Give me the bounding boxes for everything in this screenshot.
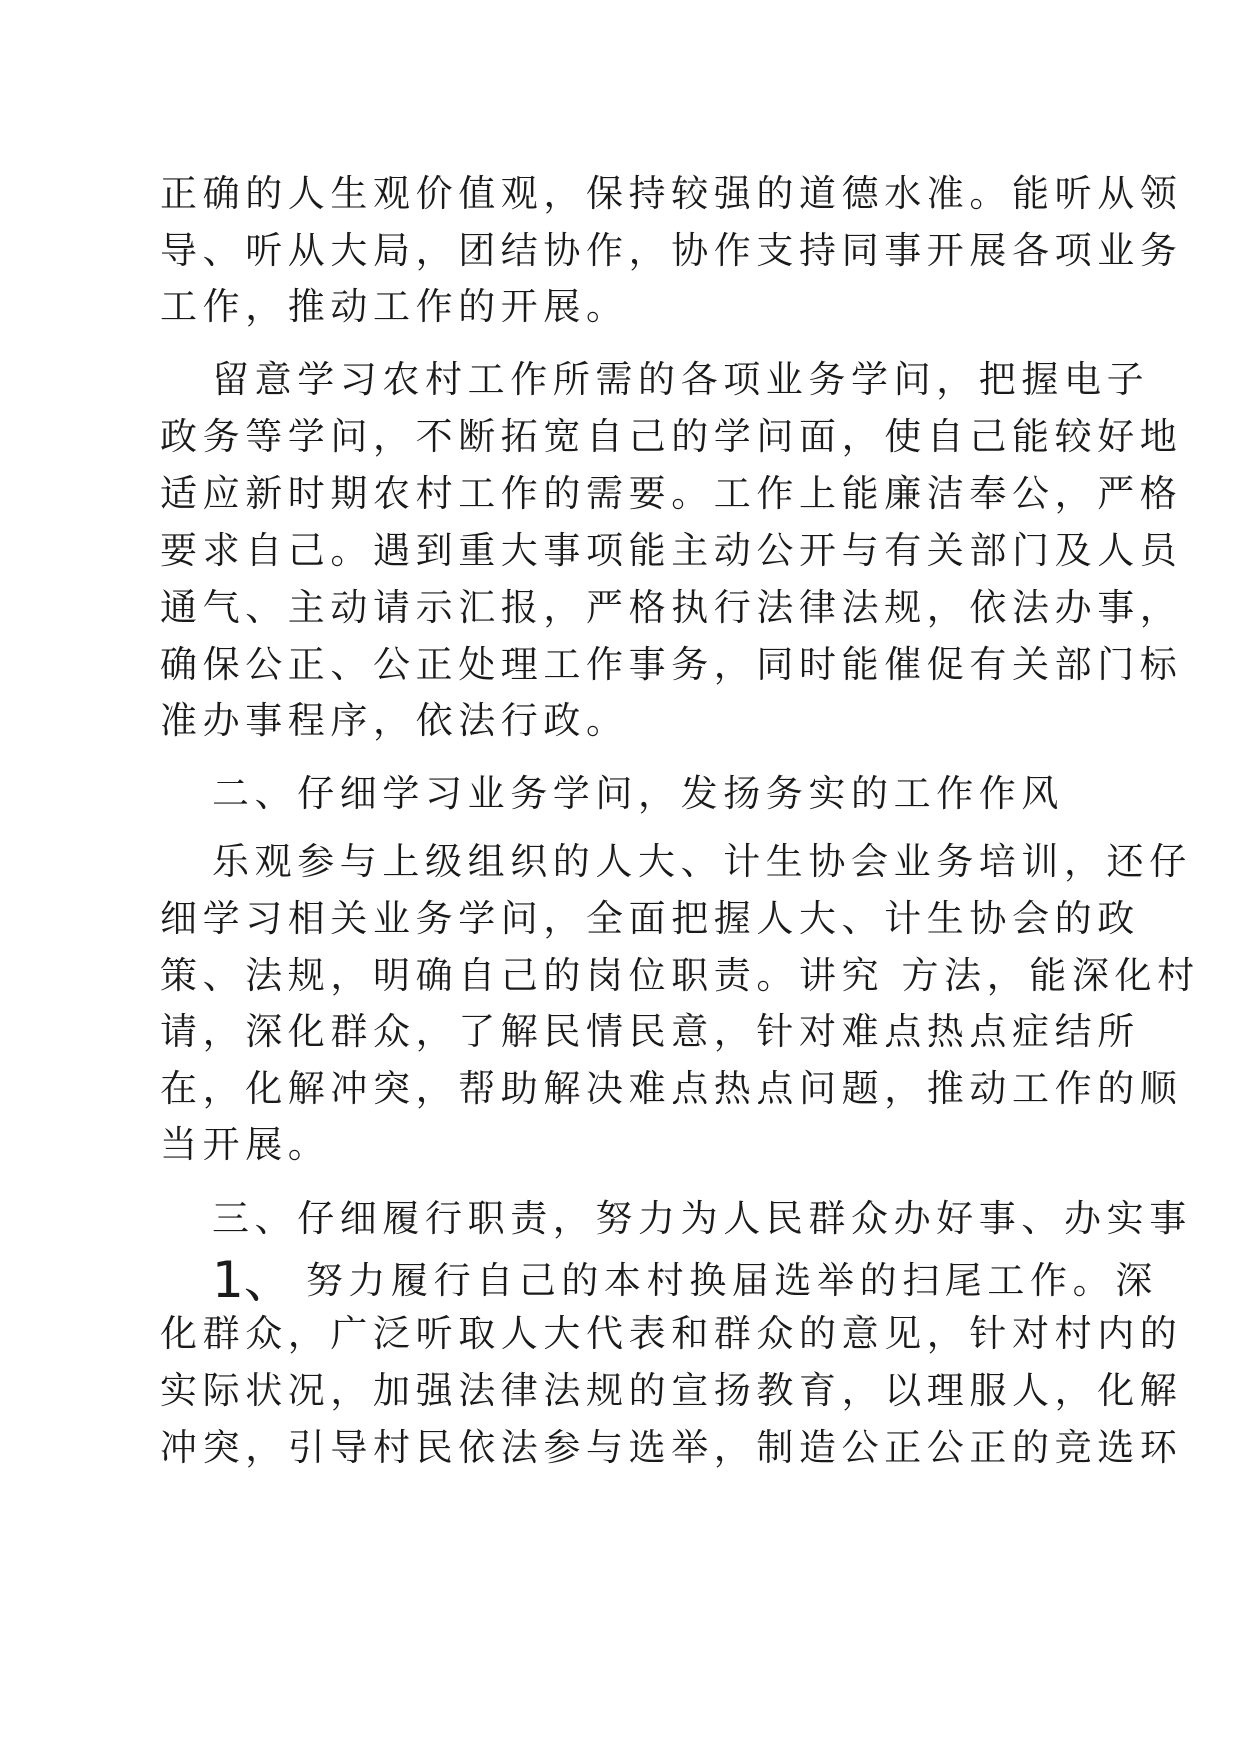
section-heading: 二、仔细学习业务学问，发扬务实的工作作风 bbox=[212, 772, 1064, 815]
text-line: 确保公正、公正处理工作事务，同时能催促有关部门标 bbox=[160, 643, 1183, 686]
text-line: 化群众，广泛听取人大代表和群众的意见，针对村内的 bbox=[160, 1312, 1183, 1355]
text-line: 正确的人生观价值观，保持较强的道德水准。能听从领 bbox=[160, 172, 1183, 215]
text-line: 当开展。 bbox=[160, 1123, 331, 1166]
text-line: 留意学习农村工作所需的各项业务学问，把握电子 bbox=[212, 358, 1150, 401]
text-line: 细学习相关业务学问，全面把握人大、计生协会的政 bbox=[160, 897, 1140, 940]
text-line: 准办事程序，依法行政。 bbox=[160, 699, 629, 742]
text-line: 导、听从大局，团结协作，协作支持同事开展各项业务 bbox=[160, 229, 1183, 272]
section-heading: 三、仔细履行职责，努力为人民群众办好事、办实事 bbox=[212, 1197, 1192, 1240]
text-line: 适应新时期农村工作的需要。工作上能廉洁奉公，严格 bbox=[160, 472, 1183, 515]
text-line: 请，深化群众，了解民情民意，针对难点热点症结所 bbox=[160, 1010, 1140, 1053]
text-line: 要求自己。遇到重大事项能主动公开与有关部门及人员 bbox=[160, 529, 1183, 572]
text-line: 政务等学问，不断拓宽自己的学问面，使自己能较好地 bbox=[160, 415, 1183, 458]
text-line: 通气、主动请示汇报，严格执行法律法规，依法办事， bbox=[160, 586, 1183, 629]
text-line: 乐观参与上级组织的人大、计生协会业务培训，还仔 bbox=[212, 840, 1192, 883]
text-line: 在，化解冲突，帮助解决难点热点问题，推动工作的顺 bbox=[160, 1067, 1183, 1110]
text-line: 实际状况，加强法律法规的宣扬教育，以理服人，化解 bbox=[160, 1369, 1183, 1412]
text-line: 冲突，引导村民依法参与选举，制造公正公正的竞选环 bbox=[160, 1426, 1183, 1469]
list-number: 1、 bbox=[212, 1251, 294, 1309]
numbered-item-text: 努力履行自己的本村换届选举的扫尾工作。深 bbox=[305, 1259, 1158, 1302]
text-line: 策、法规，明确自己的岗位职责。讲究 方法，能深化村 bbox=[160, 954, 1200, 997]
numbered-item bbox=[212, 1251, 1158, 1309]
text-line: 工作，推动工作的开展。 bbox=[160, 285, 629, 328]
